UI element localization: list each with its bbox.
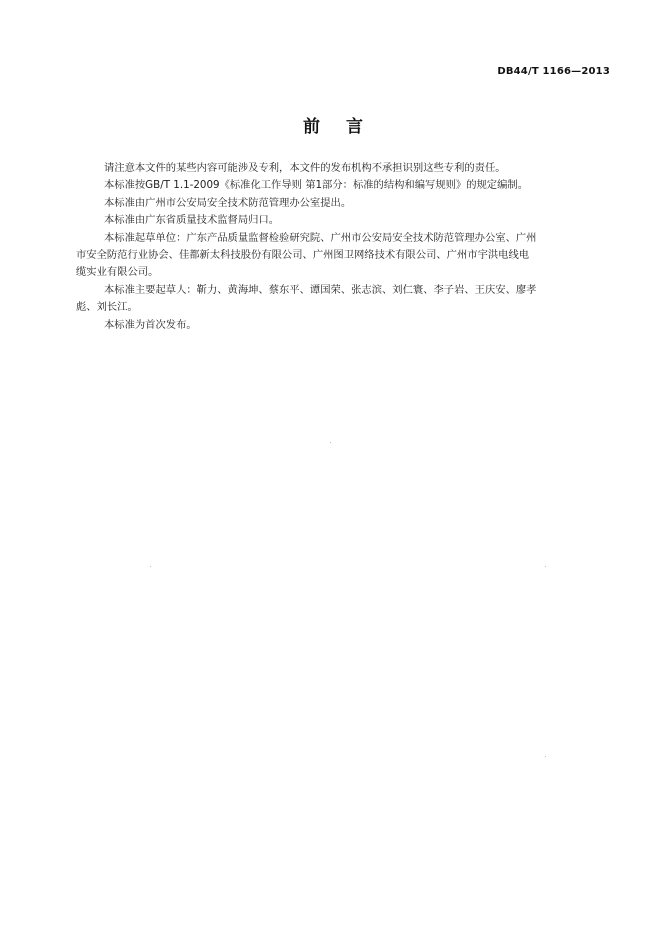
paragraph-line: 彪、刘长江。 bbox=[76, 301, 138, 314]
paragraph-line: 本标准起草单位：广东产品质量监督检验研究院、广州市公安局安全技术防范管理办公室、广州 bbox=[104, 231, 537, 244]
paragraph-line: 缆实业有限公司。 bbox=[76, 266, 159, 279]
paragraph-line: 本标准按GB/T 1.1-2009《标准化工作导则 第1部分：标准的结构和编写规则》的规定编制。 bbox=[104, 179, 528, 192]
document-code: DB44/T 1166—2013 bbox=[497, 66, 610, 77]
paragraph-patent-notice bbox=[104, 160, 600, 177]
page-title: 前言 bbox=[303, 117, 389, 137]
paragraph-line: 本标准为首次发布。 bbox=[104, 318, 197, 331]
paragraph-proposer bbox=[104, 195, 600, 212]
scan-speck bbox=[545, 756, 546, 757]
paragraph-line: 本标准主要起草人：靳力、黄海坤、蔡东平、谭国荣、张志滨、刘仁寰、李子岩、王庆安、廖孝 bbox=[104, 283, 537, 296]
paragraph-line: 本标准由广州市公安局安全技术防范管理办公室提出。 bbox=[104, 196, 352, 209]
scan-speck bbox=[150, 566, 151, 567]
paragraph-administrator bbox=[104, 212, 600, 229]
scan-speck bbox=[330, 442, 331, 443]
paragraph-line: 本标准由广东省质量技术监督局归口。 bbox=[104, 214, 280, 227]
paragraph-drafters bbox=[76, 282, 600, 317]
foreword-body bbox=[76, 160, 600, 334]
paragraph-line: 请注意本文件的某些内容可能涉及专利，本文件的发布机构不承担识别这些专利的责任。 bbox=[104, 162, 506, 174]
paragraph-drafting-rules bbox=[104, 177, 600, 194]
scan-speck bbox=[545, 566, 546, 567]
paragraph-drafting-units bbox=[76, 230, 600, 282]
paragraph-first-release bbox=[104, 317, 600, 334]
paragraph-line: 市安全防范行业协会、佳都新太科技股份有限公司、广州图卫网络技术有限公司、广州市宇洪电线电 bbox=[76, 249, 530, 262]
